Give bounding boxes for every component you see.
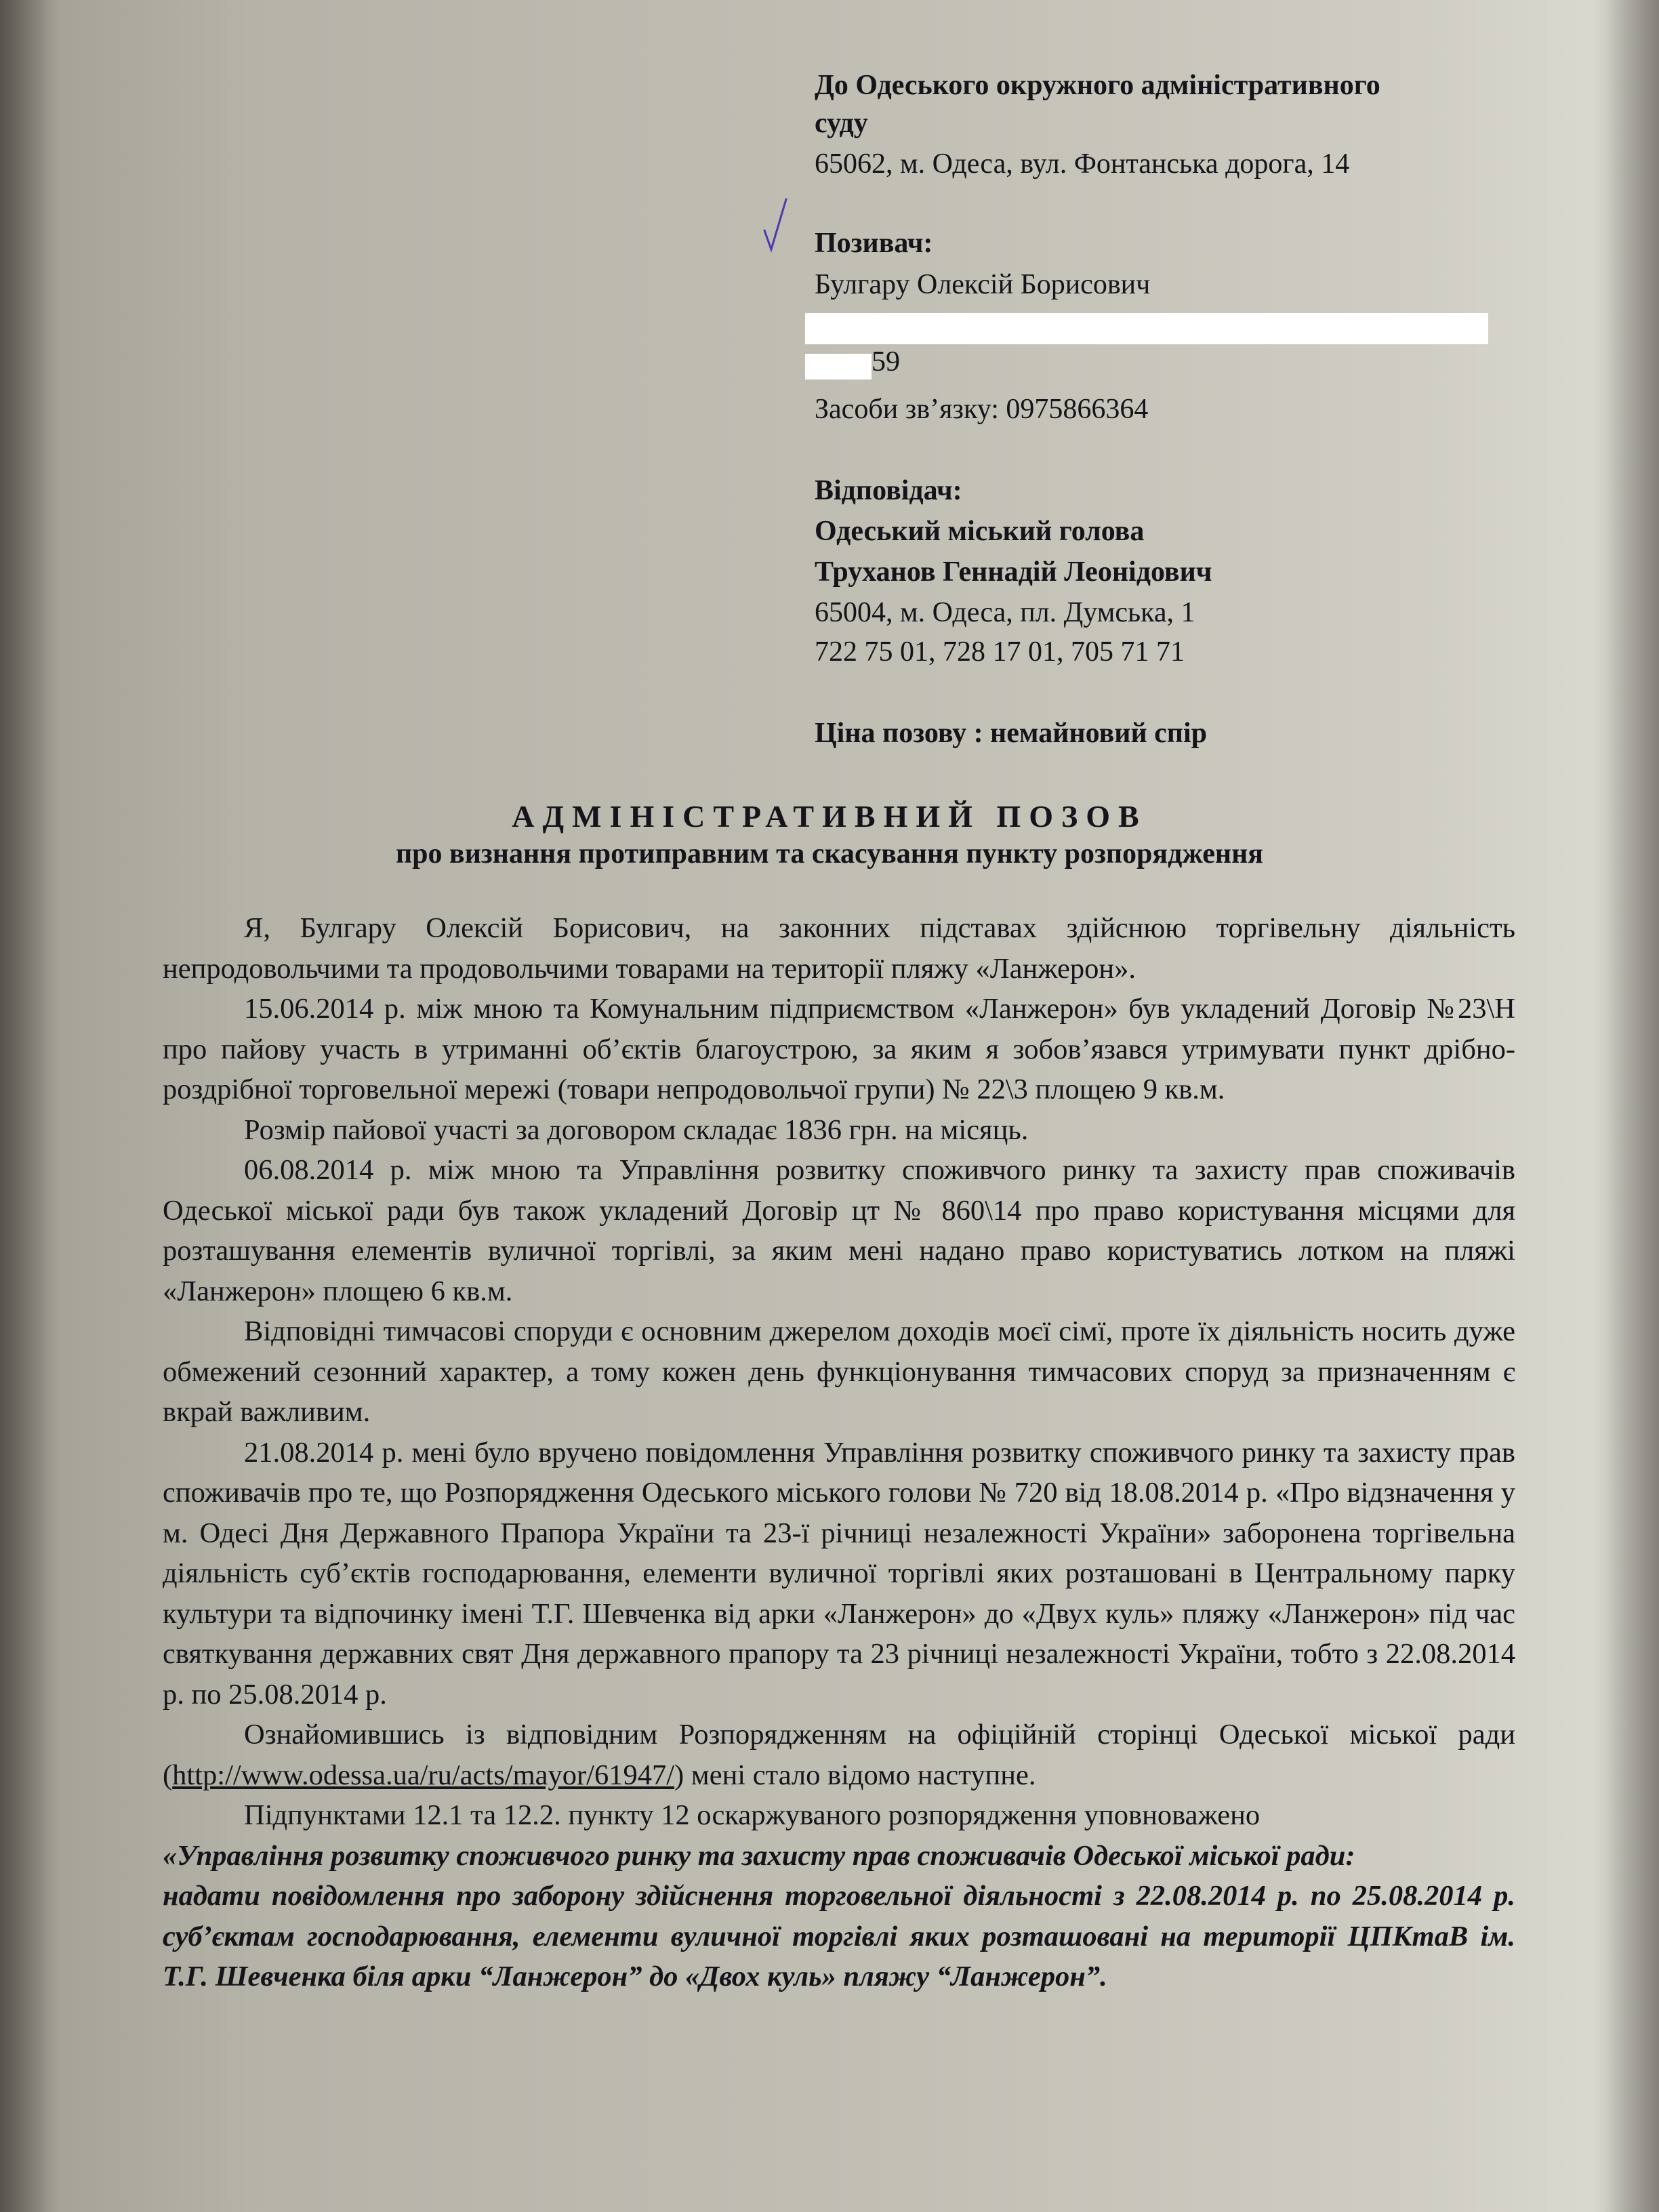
paragraph-1: Я, Булгару Олексій Борисович, на законних підставах здійснюю торгівельну діяльність непродовольчими та продовольчими товарами на території пляжу «Ланжерон». [163,912,1515,985]
paragraph-7-end: ) мені стало відомо наступне. [674,1759,1036,1791]
defendant-label: Відповідач: [815,475,962,506]
page-right-shadow [1605,0,1659,2212]
page-left-shadow [0,0,61,2212]
court-line-1: До Одеського окружного адміністративного [815,70,1380,101]
paragraph-8: Підпунктами 12.1 та 12.2. пункту 12 оскаржуваного розпорядження уповноважено [244,1799,1261,1831]
defendant-address: 65004, м. Одеса, пл. Думська, 1 [815,597,1195,628]
redacted-address-line-2 [805,354,872,380]
quote-line-2: надати повідомлення про заборону здійснення торговельної діяльності з 22.08.2014 р. по 25.08.2014 р. суб’єктам господарювання, елементи вуличної торгівлі яких розташовані на території ЦПКтаВ ім. Т.Г. Шевченка біля арки “Ланжерон” до «Двох куль» пляжу “Ланжерон”. [163,1880,1515,1992]
paragraph-6: 21.08.2014 р. мені було вручено повідомлення Управління розвитку споживчого ринку та захисту прав споживачів про те, що Розпорядження Одеського міського голови № 720 від 18.08.2014 р. «Про відзначення у м. Одесі Дня Державного Прапора України та 23-ї річниці незалежності України» заборонена торгівельна діяльність суб’єктів господарювання, елементи вуличної торгівлі яких розташовані в Центральному парку культури та відпочинку імені Т.Г. Шевченка від арки «Ланжерон» до «Двух куль» пляжу «Ланжерон» під час святкування державних свят Дня державного прапору та 23 річниці незалежності України, тобто з 22.08.2014 р. по 25.08.2014 р. [163,1436,1515,1711]
paragraph-3: Розмір пайової участі за договором складає 1836 грн. на місяць. [244,1113,1029,1146]
quote-line-1: «Управління розвитку споживчого ринку та захисту прав споживачів Одеської міської ради: [163,1839,1355,1872]
document-title: АДМІНІСТРАТИВНИЙ ПОЗОВ [512,799,1147,834]
paragraph-5: Відповідні тимчасові споруди є основним джерелом доходів моєї сімї, проте їх діяльність носить дуже обмежений сезонний характер, а тому кожен день функціонування тимчасових споруд за призначенням є вкрай важливим. [163,1315,1515,1428]
official-site-link[interactable]: http://www.odessa.ua/ru/acts/mayor/61947/ [172,1759,675,1791]
document-body [163,908,1515,1997]
paragraph-7-start: Ознайомившись із відповідним Розпорядженням на офіційній сторінці Одеської міської ради ( [163,1719,1515,1791]
claim-value: Ціна позову : немайновий спір [815,718,1208,749]
checkmark-icon [762,197,789,258]
court-address: 65062, м. Одеса, вул. Фонтанська дорога, 14 [815,148,1350,180]
defendant-name: Труханов Геннадій Леонідович [815,556,1212,588]
court-line-2: суду [815,108,868,139]
redacted-address-line-1 [805,313,1488,344]
defendant-phones: 722 75 01, 728 17 01, 705 71 71 [815,636,1185,668]
quoted-order [163,1836,1515,1997]
document-subtitle: про визнання протиправним та скасування пункту розпорядження [395,838,1264,869]
paragraph-2: 15.06.2014 р. між мною та Комунальним підприємством «Ланжерон» був укладений Договір №23\Н про пайову участь в утриманні об’єктів благоустрою, за яким я зобов’язався утримувати пункт дрібно-роздрібної торговельної мережі (товари непродовольчої групи) № 22\3 площею 9 кв.м. [163,993,1515,1105]
plaintiff-label: Позивач: [815,228,933,259]
paragraph-4: 06.08.2014 р. між мною та Управління розвитку споживчого ринку та захисту прав споживачів Одеської міської ради був також укладений Договір цт № 860\14 про право користування місцями для розташування елементів вуличної торгівлі, за яким мені надано право користуватись лотком на пляжі «Ланжерон» площею 6 кв.м. [163,1154,1515,1307]
plaintiff-address-fragment: 59 [872,346,900,377]
defendant-title: Одеський міський голова [815,516,1145,547]
plaintiff-name: Булгару Олексій Борисович [815,269,1151,300]
plaintiff-contact: Засоби зв’язку: 0975866364 [815,394,1149,425]
paragraph-7 [163,1715,1515,1795]
